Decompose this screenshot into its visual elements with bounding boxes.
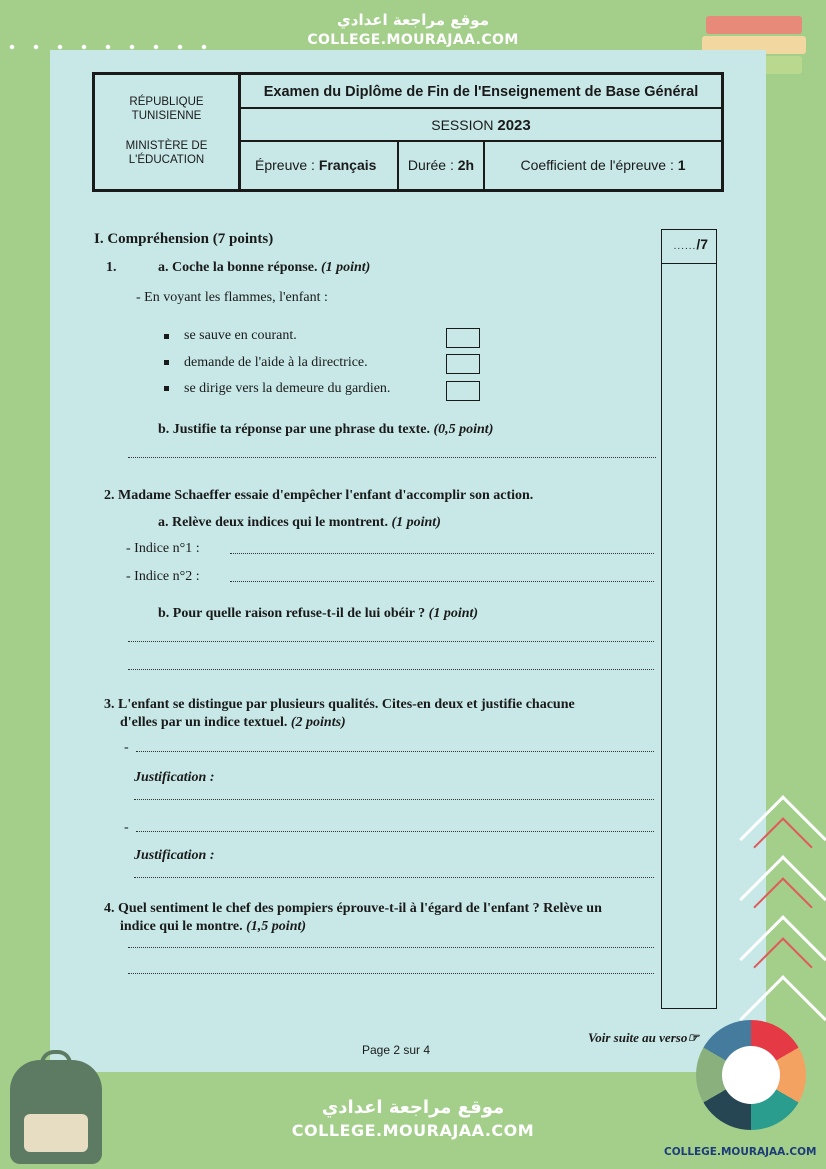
q3-points: (2 points) <box>290 715 346 730</box>
q4-line-1: 4. Quel sentiment le chef des pompiers éprouve-t-il à l'égard de l'enfant ? Relève un <box>104 901 602 916</box>
score-max: /7 <box>696 236 708 252</box>
q1-stem: - En voyant les flammes, l'enfant : <box>136 290 328 305</box>
footer-arabic: موقع مراجعة اعدادي <box>321 1097 505 1118</box>
logo-url[interactable]: COLLEGE.MOURAJAA.COM <box>664 1146 817 1158</box>
country-label: RÉPUBLIQUE TUNISIENNE <box>129 96 204 122</box>
q1-option-1-checkbox[interactable] <box>446 328 480 348</box>
duree-cell <box>399 142 485 189</box>
bullet-icon <box>164 386 169 391</box>
q1-option-3: se dirige vers la demeure du gardien. <box>184 381 391 396</box>
duree-value: 2h <box>457 157 475 173</box>
score-dots: ...... <box>673 241 697 252</box>
q3-line-2-wrap <box>120 715 346 731</box>
q3-dash-1: - <box>124 740 129 755</box>
q3-quality-2-line[interactable] <box>136 830 654 832</box>
score-total <box>662 230 716 264</box>
backpack-illustration <box>10 1060 102 1164</box>
q1-option-2: demande de l'aide à la directrice. <box>184 355 368 370</box>
ministry-label: MINISTÈRE DE L'ÉDUCATION <box>125 140 208 166</box>
q3-quality-1-line[interactable] <box>136 750 654 752</box>
section-title: I. Compréhension (7 points) <box>94 231 274 247</box>
q1a-points: (1 point) <box>320 260 371 275</box>
q1a-instruction <box>158 260 370 276</box>
score-column <box>661 229 717 1009</box>
epreuve-cell <box>241 142 399 189</box>
q1-option-3-checkbox[interactable] <box>446 381 480 401</box>
exam-header-table <box>92 72 724 192</box>
q2a-label: a. Relève deux indices qui le montrent. <box>158 515 388 530</box>
q1-option-2-checkbox[interactable] <box>446 354 480 374</box>
q4-points: (1,5 point) <box>246 919 307 934</box>
exam-page <box>50 50 766 1072</box>
q3-justification-1: Justification : <box>134 770 215 785</box>
q3-justification-1-line[interactable] <box>134 798 654 800</box>
q1b-instruction <box>158 422 493 438</box>
q4-line-2-wrap <box>120 919 306 935</box>
coefficient-label: Coefficient de l'épreuve : <box>520 157 674 173</box>
q2b-answer-line[interactable] <box>128 668 654 670</box>
q3-justification-2: Justification : <box>134 848 215 863</box>
book-icon <box>706 16 802 34</box>
epreuve-label: Épreuve : <box>255 157 315 173</box>
q2-label: 2. Madame Schaeffer essaie d'empêcher l'enfant d'accomplir son action. <box>104 488 534 503</box>
session-year: 2023 <box>497 117 531 134</box>
q2-indice-1: - Indice n°1 : <box>126 541 200 556</box>
q3-line-1: 3. L'enfant se distingue par plusieurs qualités. Cites-en deux et justifie chacune <box>104 697 575 712</box>
q3-justification-2-line[interactable] <box>134 876 654 878</box>
session-row <box>241 109 721 142</box>
q2a-instruction <box>158 515 441 531</box>
bullet-icon <box>164 360 169 365</box>
session-label: SESSION <box>431 117 494 133</box>
bullet-icon <box>164 334 169 339</box>
q2b-label: b. Pour quelle raison refuse-t-il de lui obéir ? <box>158 606 426 621</box>
q1-option-1: se sauve en courant. <box>184 328 297 343</box>
q2-indice-2: - Indice n°2 : <box>126 569 200 584</box>
q4-answer-line[interactable] <box>128 946 654 948</box>
q1a-label: a. Coche la bonne réponse. <box>158 260 318 275</box>
duree-label: Durée : <box>407 157 454 173</box>
footer-banner[interactable] <box>265 1078 561 1166</box>
footer-url[interactable]: COLLEGE.MOURAJAA.COM <box>291 1121 535 1140</box>
site-header-arabic: موقع مراجعة اعدادي <box>337 11 489 29</box>
q2b-answer-line[interactable] <box>128 640 654 642</box>
coefficient-cell <box>485 142 721 189</box>
exam-info-row <box>241 142 721 189</box>
q2b-instruction <box>158 606 478 622</box>
page-number: Page 2 sur 4 <box>362 1043 431 1057</box>
exam-title: Examen du Diplôme de Fin de l'Enseignement de Base Général <box>241 75 721 109</box>
q2-indice-2-line[interactable] <box>230 580 654 582</box>
backpack-pocket <box>24 1114 88 1152</box>
q2a-points: (1 point) <box>391 515 441 530</box>
q2-indice-1-line[interactable] <box>230 552 654 554</box>
q1-number: 1. <box>106 260 117 275</box>
epreuve-value: Français <box>318 157 377 173</box>
q3-dash-2: - <box>124 820 129 835</box>
site-logo-icon[interactable] <box>696 1020 806 1130</box>
q3-line-2: d'elles par un indice textuel. <box>120 715 288 730</box>
q1b-label: b. Justifie ta réponse par une phrase du texte. <box>158 422 430 437</box>
site-header-url[interactable]: COLLEGE.MOURAJAA.COM <box>307 32 519 48</box>
backpack-handle <box>40 1050 72 1070</box>
q1b-points: (0,5 point) <box>433 422 494 437</box>
q2b-points: (1 point) <box>428 606 479 621</box>
coefficient-value: 1 <box>677 157 686 173</box>
q1b-answer-line[interactable] <box>128 456 656 458</box>
continue-note: Voir suite au verso☞ <box>588 1030 699 1045</box>
q4-line-2: indice qui le montre. <box>120 919 243 934</box>
institution-cell <box>95 75 241 189</box>
q4-answer-line[interactable] <box>128 972 654 974</box>
